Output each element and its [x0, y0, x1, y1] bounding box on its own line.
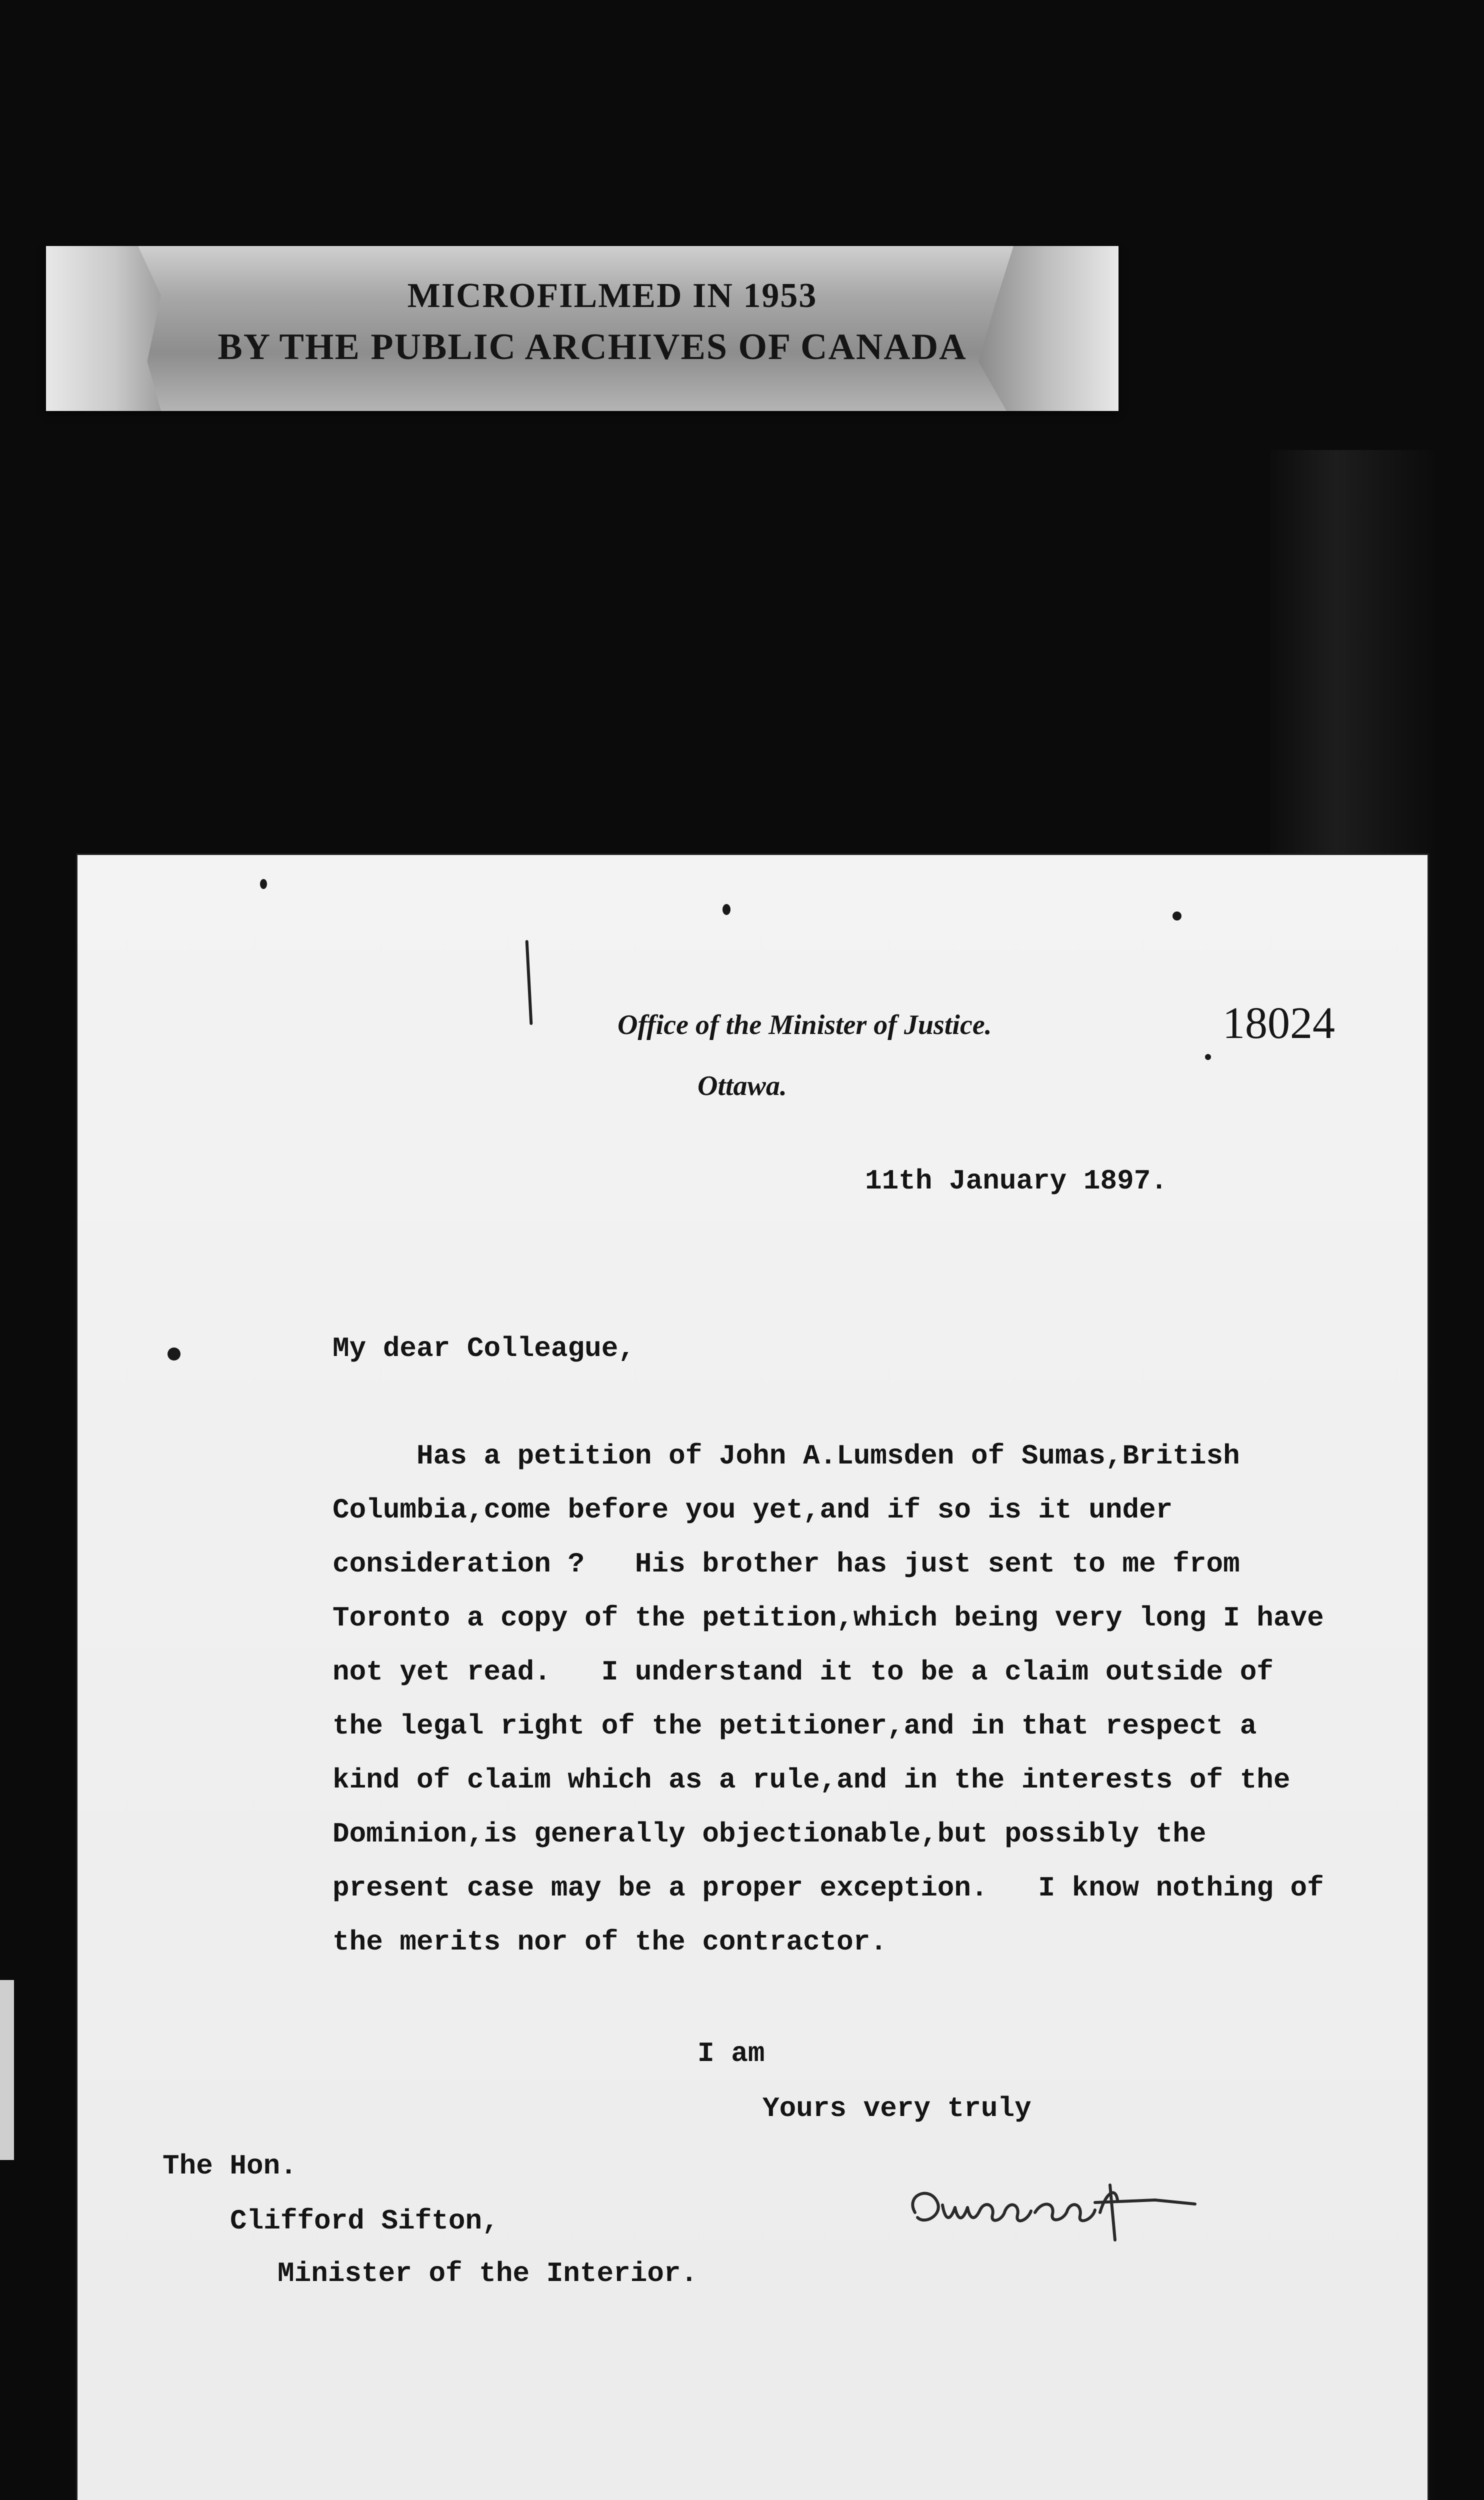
closing-line-1: I am	[698, 2038, 765, 2070]
body-line: Columbia,come before you yet,and if so is it under	[332, 1494, 1173, 1526]
speck	[722, 904, 730, 915]
letterhead-office: Office of the Minister of Justice.	[618, 1010, 992, 1040]
body-line: kind of claim which as a rule,and in the interests of the	[332, 1764, 1290, 1796]
microfilm-stamp	[46, 246, 1118, 411]
body-line: the legal right of the petitioner,and in that respect a	[332, 1710, 1257, 1742]
body-line: Dominion,is generally objectionable,but possibly the	[332, 1818, 1206, 1850]
addressee-line-2: Clifford Sifton,	[230, 2205, 499, 2237]
letter-date: 11th January 1897.	[865, 1165, 1168, 1197]
speck	[260, 879, 267, 889]
salutation: My dear Colleague,	[332, 1332, 635, 1364]
body-line: present case may be a proper exception. I know nothing of	[332, 1872, 1324, 1904]
letterhead-city: Ottawa.	[698, 1070, 787, 1102]
body-line: consideration ? His brother has just sent to me from	[332, 1548, 1240, 1580]
stamp-line-2: BY THE PUBLIC ARCHIVES OF CANADA	[218, 326, 967, 368]
stamp-line-1: MICROFILMED IN 1953	[407, 276, 818, 315]
paper-edge	[0, 1980, 14, 2160]
body-line: not yet read. I understand it to be a claim outside of	[332, 1656, 1274, 1688]
body-line: Toronto a copy of the petition,which being very long I have	[332, 1602, 1324, 1634]
speck	[168, 1348, 180, 1360]
handwritten-signature	[895, 2165, 1310, 2250]
body-line: the merits nor of the contractor.	[332, 1926, 887, 1958]
closing-line-2: Yours very truly	[762, 2092, 1032, 2124]
addressee-line-3: Minister of the Interior.	[278, 2258, 698, 2290]
speck	[1172, 912, 1182, 920]
body-line: Has a petition of John A.Lumsden of Sumas,British	[332, 1440, 1240, 1472]
addressee-line-1: The Hon.	[162, 2150, 297, 2182]
file-number: 18024	[1222, 998, 1335, 1048]
speck	[1205, 1054, 1211, 1060]
